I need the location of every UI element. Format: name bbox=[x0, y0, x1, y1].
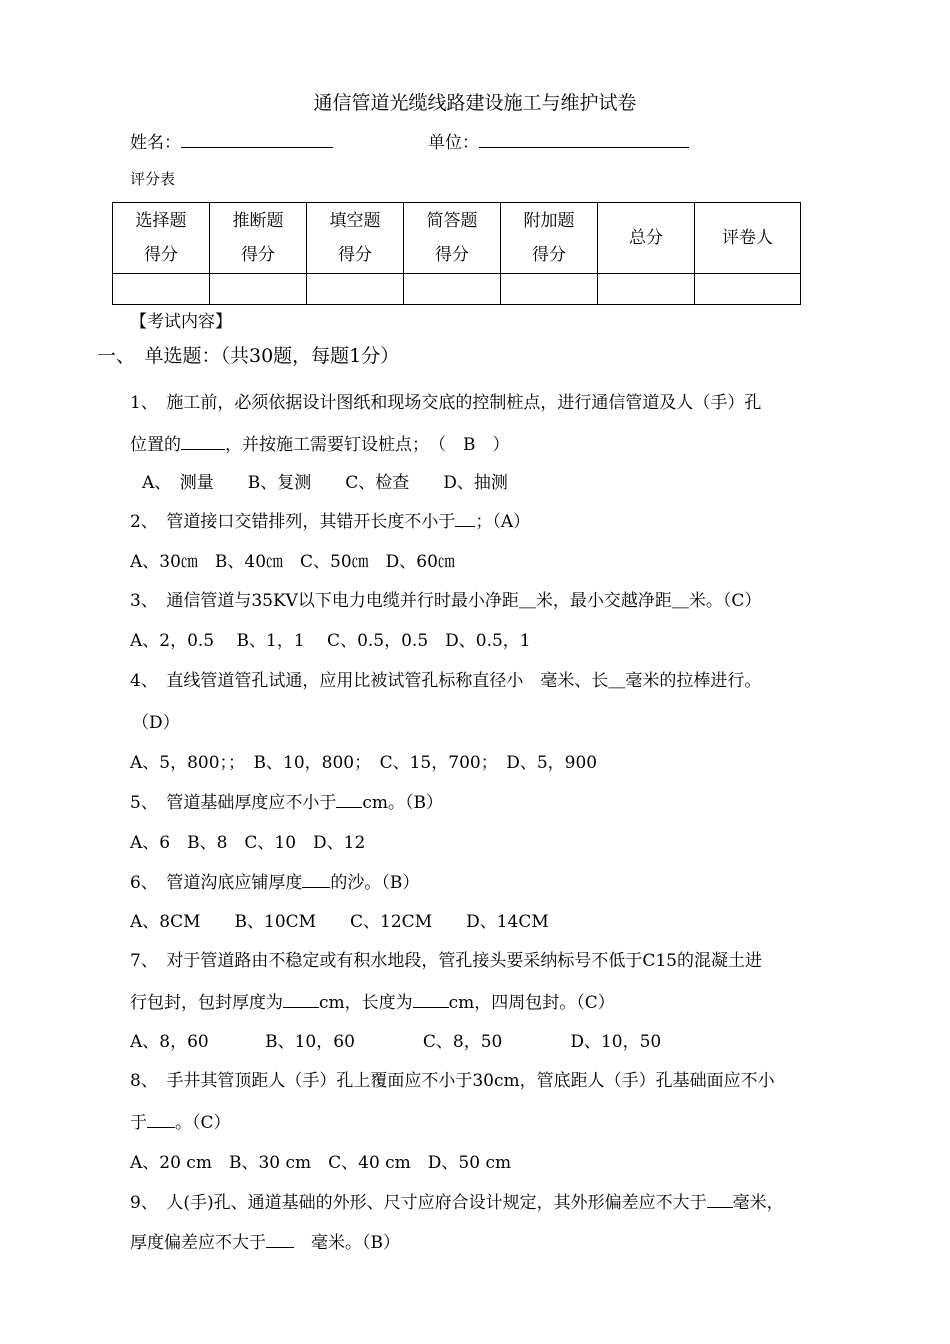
score-header-cell: 推断题 得分 bbox=[210, 203, 307, 274]
q7-line2: 行包封，包封厚度为 cm，长度为 cm，四周包封。（C） bbox=[130, 993, 615, 1013]
answer-blank bbox=[302, 871, 330, 888]
section1-heading: 一、 单选题：（共30题，每题1分） bbox=[97, 345, 400, 367]
answer-blank bbox=[707, 1191, 733, 1208]
q8-line2: 于 。（C） bbox=[130, 1113, 231, 1133]
q5-question: 5、 管道基础厚度应不小于 cm。（B） bbox=[130, 793, 443, 813]
score-cell bbox=[501, 274, 598, 305]
q2-options: A、30㎝ B、40㎝ C、50㎝ D、60㎝ bbox=[130, 552, 455, 572]
name-label: 姓名： bbox=[130, 133, 181, 153]
score-cell bbox=[404, 274, 501, 305]
q3-question: 3、 通信管道与35KV以下电力电缆并行时最小净距＿米，最小交越净距＿米。（C） bbox=[130, 591, 762, 611]
answer-blank bbox=[455, 510, 475, 527]
exam-content-label: 【考试内容】 bbox=[130, 312, 232, 332]
q2-question: 2、 管道接口交错排列，其错开长度不小于 ；（A） bbox=[130, 512, 531, 532]
exam-title: 通信管道光缆线路建设施工与维护试卷 bbox=[313, 92, 637, 114]
name-field bbox=[130, 128, 333, 153]
q1-line2: 位置的 ，并按施工需要钉设桩点； （ B ） bbox=[130, 435, 510, 455]
unit-label: 单位： bbox=[428, 133, 479, 153]
score-cell bbox=[598, 274, 695, 305]
q8-line1: 8、 手井其管顶距人（手）孔上覆面应不小于30cm，管底距人（手）孔基础面应不小 bbox=[130, 1071, 775, 1091]
answer-blank bbox=[336, 791, 362, 808]
q9-line2: 厚度偏差应不大于 毫米。（B） bbox=[130, 1233, 400, 1253]
answer-blank bbox=[181, 433, 225, 450]
score-table-caption: 评分表 bbox=[130, 170, 176, 188]
name-blank-line bbox=[181, 129, 333, 148]
score-header-cell: 选择题 得分 bbox=[113, 203, 210, 274]
score-header-cell: 总分 bbox=[598, 203, 695, 274]
score-header-cell: 简答题 得分 bbox=[404, 203, 501, 274]
unit-field bbox=[428, 128, 689, 153]
score-header-cell: 评卷人 bbox=[695, 203, 801, 274]
q6-question: 6、 管道沟底应铺厚度 的沙。（B） bbox=[130, 873, 420, 893]
q6-options: A、8CM B、10CM C、12CM D、14CM bbox=[130, 912, 549, 932]
score-cell bbox=[307, 274, 404, 305]
q4-options: A、5，800；； B、10，800； C、15，700； D、5，900 bbox=[130, 753, 598, 773]
q3-options: A、2，0.5 B、1，1 C、0.5，0.5 D、0.5，1 bbox=[130, 631, 531, 651]
q1-options: A、 测量 B、复测 C、检查 D、抽测 bbox=[142, 473, 508, 493]
score-table bbox=[112, 202, 801, 305]
score-cell bbox=[695, 274, 801, 305]
score-table-header-row bbox=[113, 203, 801, 274]
q4-answer: （D） bbox=[132, 713, 180, 733]
unit-blank-line bbox=[479, 129, 689, 148]
q5-options: A、6 B、8 C、10 D、12 bbox=[130, 833, 366, 853]
score-cell bbox=[113, 274, 210, 305]
q4-question: 4、 直线管道管孔试通，应用比被试管孔标称直径小 毫米、长＿毫米的拉棒进行。 bbox=[130, 671, 762, 691]
answer-blank bbox=[147, 1111, 175, 1128]
q8-options: A、20 cm B、30 cm C、40 cm D、50 cm bbox=[130, 1153, 512, 1173]
q7-line1: 7、 对于管道路由不稳定或有积水地段，管孔接头要采纳标号不低于C15的混凝土进 bbox=[130, 951, 762, 971]
q7-options: A、8，60 B、10，60 C、8，50 D、10，50 bbox=[130, 1032, 662, 1052]
score-table-value-row bbox=[113, 274, 801, 305]
q1-line1: 1、 施工前，必须依据设计图纸和现场交底的控制桩点，进行通信管道及人（手）孔 bbox=[130, 393, 762, 413]
score-cell bbox=[210, 274, 307, 305]
q9-line1: 9、 人(手)孔、通道基础的外形、尺寸应府合设计规定，其外形偏差应不大于 毫米， bbox=[130, 1193, 784, 1213]
score-header-cell: 附加题 得分 bbox=[501, 203, 598, 274]
answer-blank bbox=[283, 991, 319, 1008]
score-header-cell: 填空题 得分 bbox=[307, 203, 404, 274]
answer-blank bbox=[413, 991, 449, 1008]
answer-blank bbox=[266, 1231, 294, 1248]
